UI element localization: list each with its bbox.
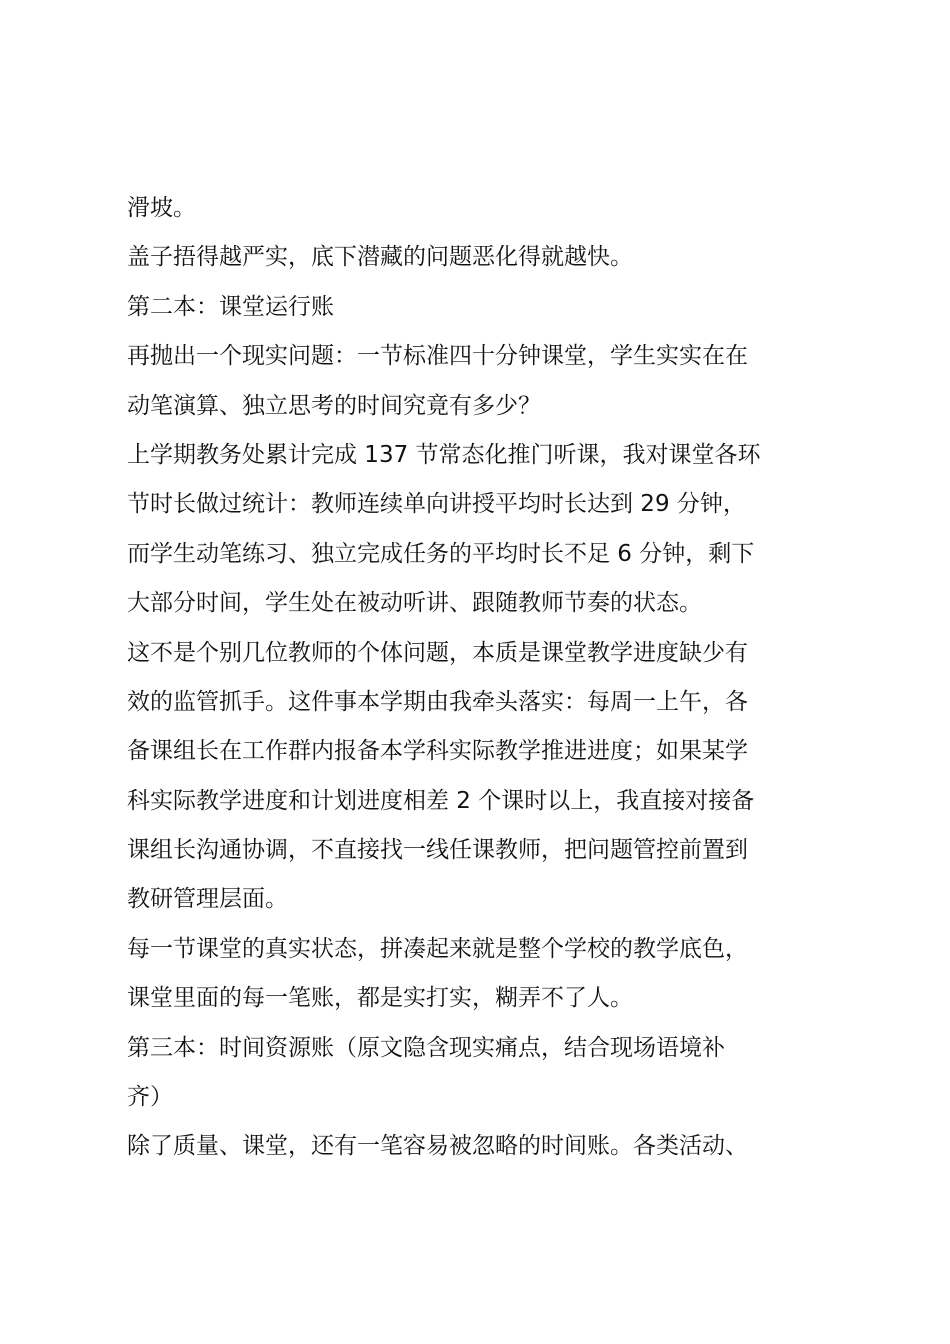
text-line: 课堂里面的每一笔账，都是实打实，糊弄不了人。 (127, 985, 633, 1012)
text-line: 科实际教学进度和计划进度相差 2 个课时以上，我直接对接备 (127, 787, 755, 814)
text-line: 节时长做过统计：教师连续单向讲授平均时长达到 29 分钟， (127, 491, 746, 518)
text-line: 效的监管抓手。这件事本学期由我牵头落实：每周一上午，各 (127, 688, 748, 715)
text-line: 齐） (127, 1084, 173, 1111)
text-line: 盖子捂得越严实，底下潜藏的问题恶化得就越快。 (127, 244, 633, 271)
text-line: 备课组长在工作群内报备本学科实际教学推进进度；如果某学 (127, 738, 748, 765)
body-text (127, 184, 839, 1172)
text-line: 每一节课堂的真实状态，拼凑起来就是整个学校的教学底色， (127, 935, 748, 962)
section-heading-2: 第二本：课堂运行账 (127, 293, 334, 320)
text-line: 再抛出一个现实问题：一节标准四十分钟课堂，学生实实在在 (127, 343, 748, 370)
text-line: 课组长沟通协调，不直接找一线任课教师，把问题管控前置到 (127, 837, 748, 864)
text-line: 动笔演算、独立思考的时间究竟有多少？ (127, 392, 541, 419)
text-line: 教研管理层面。 (127, 886, 288, 913)
text-line: 上学期教务处累计完成 137 节常态化推门听课，我对课堂各环 (127, 441, 761, 468)
text-line: 而学生动笔练习、独立完成任务的平均时长不足 6 分钟，剩下 (127, 540, 755, 567)
text-line: 除了质量、课堂，还有一笔容易被忽略的时间账。各类活动、 (127, 1133, 748, 1160)
section-heading-3: 第三本：时间资源账（原文隐含现实痛点，结合现场语境补 (127, 1034, 725, 1061)
text-line: 大部分时间，学生处在被动听讲、跟随教师节奏的状态。 (127, 590, 702, 617)
text-line: 这不是个别几位教师的个体问题，本质是课堂教学进度缺少有 (127, 639, 748, 666)
text-line: 滑坡。 (127, 195, 196, 221)
